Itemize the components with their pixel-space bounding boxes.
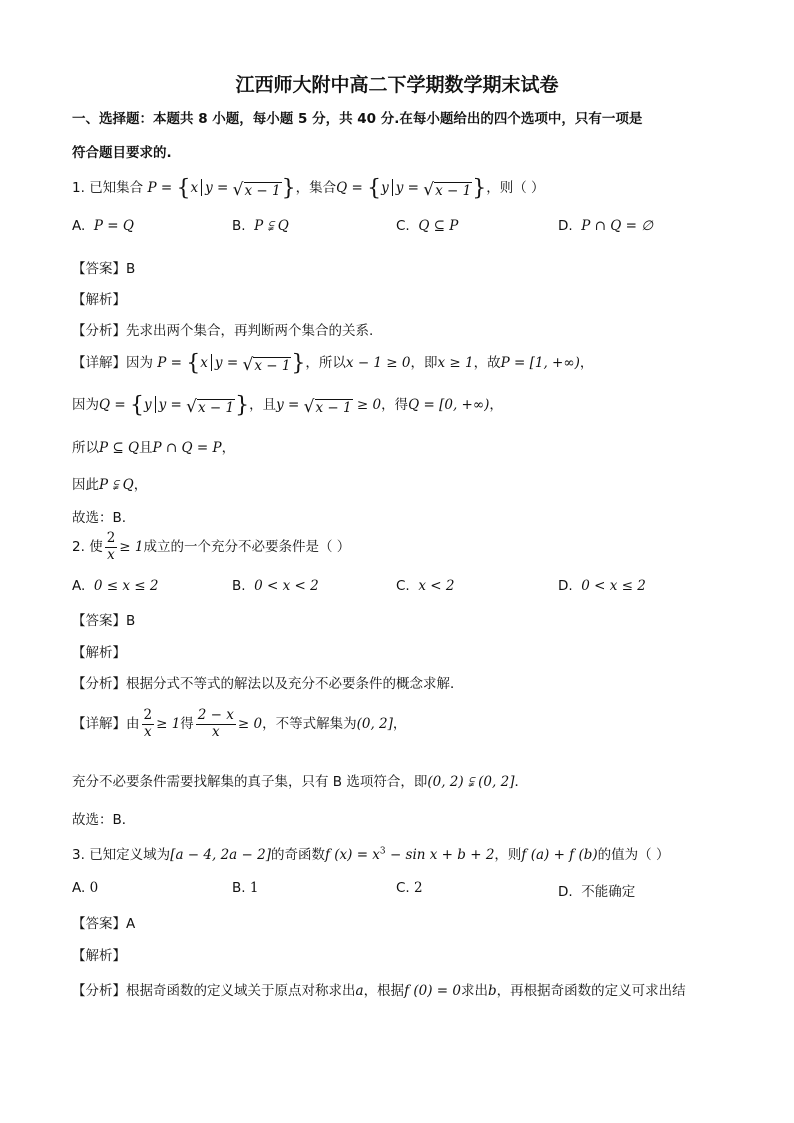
q1-answer: 【答案】B (72, 261, 136, 277)
q1-option-d: D. P ∩ Q = ∅ (558, 218, 653, 234)
q2-option-c: C. x < 2 (396, 578, 455, 594)
q2-jiexi: 【解析】 (72, 645, 126, 661)
question-2-stem: 2. 使 $\frac{2}{x}$ ≥ 1成立的一个充分不必要条件是（ ） (72, 530, 351, 563)
q3-option-a: A. 0 (72, 880, 99, 896)
q1-detail-line-4: 因此P ⫋ Q， (72, 477, 148, 493)
q2-detail-line-2: 充分不必要条件需要找解集的真子集，只有 B 选项符合，即(0, 2) ⫋ (0, 2]． (72, 774, 528, 790)
section-heading: 一、选择题：本题共 8 小题，每小题 5 分，共 40 分.在每小题给出的四个选项中，只有一项是 (72, 111, 643, 127)
q1-detail-line-1: 【详解】因为 P = {x y = √x − 1}，所以x − 1 ≥ 0，即x ≥ 1，故P = [1, +∞)， (72, 351, 594, 376)
q1-option-a: A. P = Q (72, 218, 134, 234)
q1-detail-line-2: 因为Q = {y y = √x − 1}，且y = √x − 1 ≥ 0，得Q = [0, +∞)， (72, 393, 503, 418)
q3-option-d: D. 不能确定 (558, 884, 636, 900)
q1-fenxi: 【分析】先求出两个集合，再判断两个集合的关系. (72, 323, 374, 339)
q3-option-c: C. 2 (396, 880, 423, 896)
q2-answer: 【答案】B (72, 613, 136, 629)
q3-fenxi: 【分析】根据奇函数的定义域关于原点对称求出a，根据f (0) = 0求出b，再根据奇函数的定义可求出结 (72, 983, 686, 999)
q3-jiexi: 【解析】 (72, 948, 126, 964)
q1-option-b: B. P ⫋ Q (232, 218, 289, 234)
q1-option-c: C. Q ⊆ P (396, 218, 459, 234)
q2-option-d: D. 0 < x ≤ 2 (558, 578, 646, 594)
q2-choose: 故选：B． (72, 812, 136, 828)
q2-fenxi: 【分析】根据分式不等式的解法以及充分不必要条件的概念求解． (72, 676, 464, 692)
q1-detail-line-3: 所以P ⊆ Q且P ∩ Q = P， (72, 440, 236, 456)
q2-option-b: B. 0 < x < 2 (232, 578, 319, 594)
section-heading-cont: 符合题目要求的. (72, 145, 172, 161)
q2-detail-line-1: 【详解】由 $\frac{2}{x}$ ≥ 1得 $\frac{2 - x}{x}$ ≥ 0，不等式解集为(0, 2]， (72, 707, 407, 740)
q3-option-b: B. 1 (232, 880, 259, 896)
q1-jiexi: 【解析】 (72, 292, 126, 308)
question-3-stem: 3. 已知定义域为[a − 4, 2a − 2]的奇函数f $(x) = x^3 - \sin x + b + 2$，则f (a) + f (b)的值为（ ） (72, 846, 670, 863)
page-title: 江西师大附中高二下学期数学期末试卷 (235, 74, 559, 96)
question-1-stem: 1. 已知集合 P = {x y = √x − 1}，集合Q = {y y = √x − 1}，则（ ） (72, 176, 545, 201)
q1-choose: 故选：B. (72, 510, 127, 526)
q2-option-a: A. 0 ≤ x ≤ 2 (72, 578, 159, 594)
q3-answer: 【答案】A (72, 916, 136, 932)
